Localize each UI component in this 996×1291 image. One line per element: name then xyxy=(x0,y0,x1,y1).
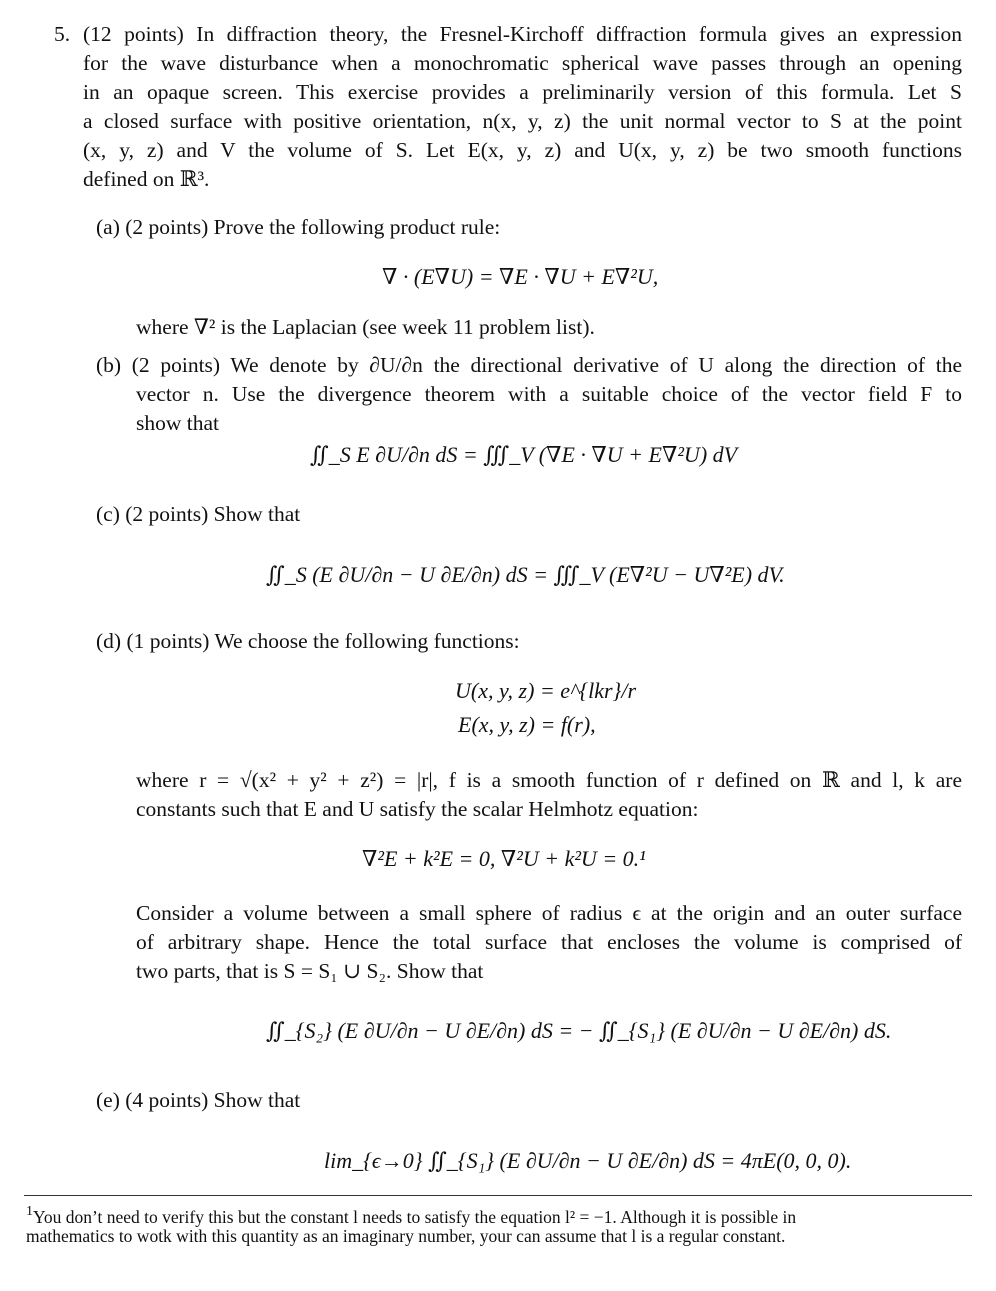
part-d-line-1: where r = √(x² + y² + z²) = |r|, f is a smooth function of r defined on ℝ and l, k are xyxy=(136,768,962,792)
part-c-equation: ∬_S (E ∂U/∂n − U ∂E/∂n) dS = ∭_V (E∇²U − U∇²E) dV. xyxy=(266,562,785,587)
helmholtz-equation: ∇²E + k²E = 0, ∇²U + k²U = 0.¹ xyxy=(362,846,646,871)
part-d-para-2: of arbitrary shape. Hence the total surface that encloses the volume is comprised of xyxy=(136,930,962,954)
footnote-line-2: mathematics to wotk with this quantity as an imaginary number, your can assume that l is a regular constant. xyxy=(26,1226,786,1246)
part-d-line-2: constants such that E and U satisfy the scalar Helmhotz equation: xyxy=(136,797,699,821)
part-d-equation: ∬_{S₂} (E ∂U/∂n − U ∂E/∂n) dS = − ∬_{S₁} (E ∂U/∂n − U ∂E/∂n) dS. xyxy=(266,1018,892,1043)
part-e-heading: (e) (4 points) Show that xyxy=(96,1088,301,1112)
part-a-equation: ∇ · (E∇U) = ∇E · ∇U + E∇²U, xyxy=(382,264,659,289)
part-b-line-1: (b) (2 points) We denote by ∂U/∂n the directional derivative of U along the direction of the xyxy=(96,353,962,377)
part-d-para-3: two parts, that is S = S₁ ∪ S₂. Show that xyxy=(136,959,484,983)
problem-line-4: a closed surface with positive orientation, n(x, y, z) the unit normal vector to S at the point xyxy=(83,109,962,133)
part-b-line-3: show that xyxy=(136,411,220,435)
part-d-para-1: Consider a volume between a small sphere of radius ϵ at the origin and an outer surface xyxy=(136,901,962,925)
problem-line-5: (x, y, z) and V the volume of S. Let E(x, y, z) and U(x, y, z) be two smooth functions xyxy=(83,138,962,162)
part-d-eq-e: E(x, y, z) = f(r), xyxy=(458,712,596,737)
part-e-equation: lim_{ϵ→0} ∬_{S₁} (E ∂U/∂n − U ∂E/∂n) dS = 4πE(0, 0, 0). xyxy=(324,1148,852,1173)
part-a-after: where ∇² is the Laplacian (see week 11 problem list). xyxy=(136,315,595,339)
problem-line-1: (12 points) In diffraction theory, the Fresnel-Kirchoff diffraction formula gives an expression xyxy=(83,22,962,46)
part-a-heading: (a) (2 points) Prove the following product rule: xyxy=(96,215,501,239)
part-b-equation: ∬_S E ∂U/∂n dS = ∭_V (∇E · ∇U + E∇²U) dV xyxy=(310,442,738,467)
problem-line-3: in an opaque screen. This exercise provides a preliminarily version of this formula. Let S xyxy=(83,80,962,104)
footnote-mark: 1 xyxy=(26,1204,33,1219)
problem-line-2: for the wave disturbance when a monochromatic spherical wave passes through an opening xyxy=(83,51,962,75)
footnote-text-1: You don’t need to verify this but the constant l needs to satisfy the equation l² = −1. Although it is possible in xyxy=(33,1207,797,1227)
problem-number: 5. xyxy=(54,22,71,46)
footnote-rule xyxy=(24,1195,972,1196)
part-d-eq-u: U(x, y, z) = e^{lkr}/r xyxy=(455,678,637,703)
part-b-line-2: vector n. Use the divergence theorem with a suitable choice of the vector field F to xyxy=(136,382,962,406)
part-c-heading: (c) (2 points) Show that xyxy=(96,502,301,526)
part-d-heading: (d) (1 points) We choose the following functions: xyxy=(96,629,520,653)
problem-line-6: defined on ℝ³. xyxy=(83,167,210,191)
